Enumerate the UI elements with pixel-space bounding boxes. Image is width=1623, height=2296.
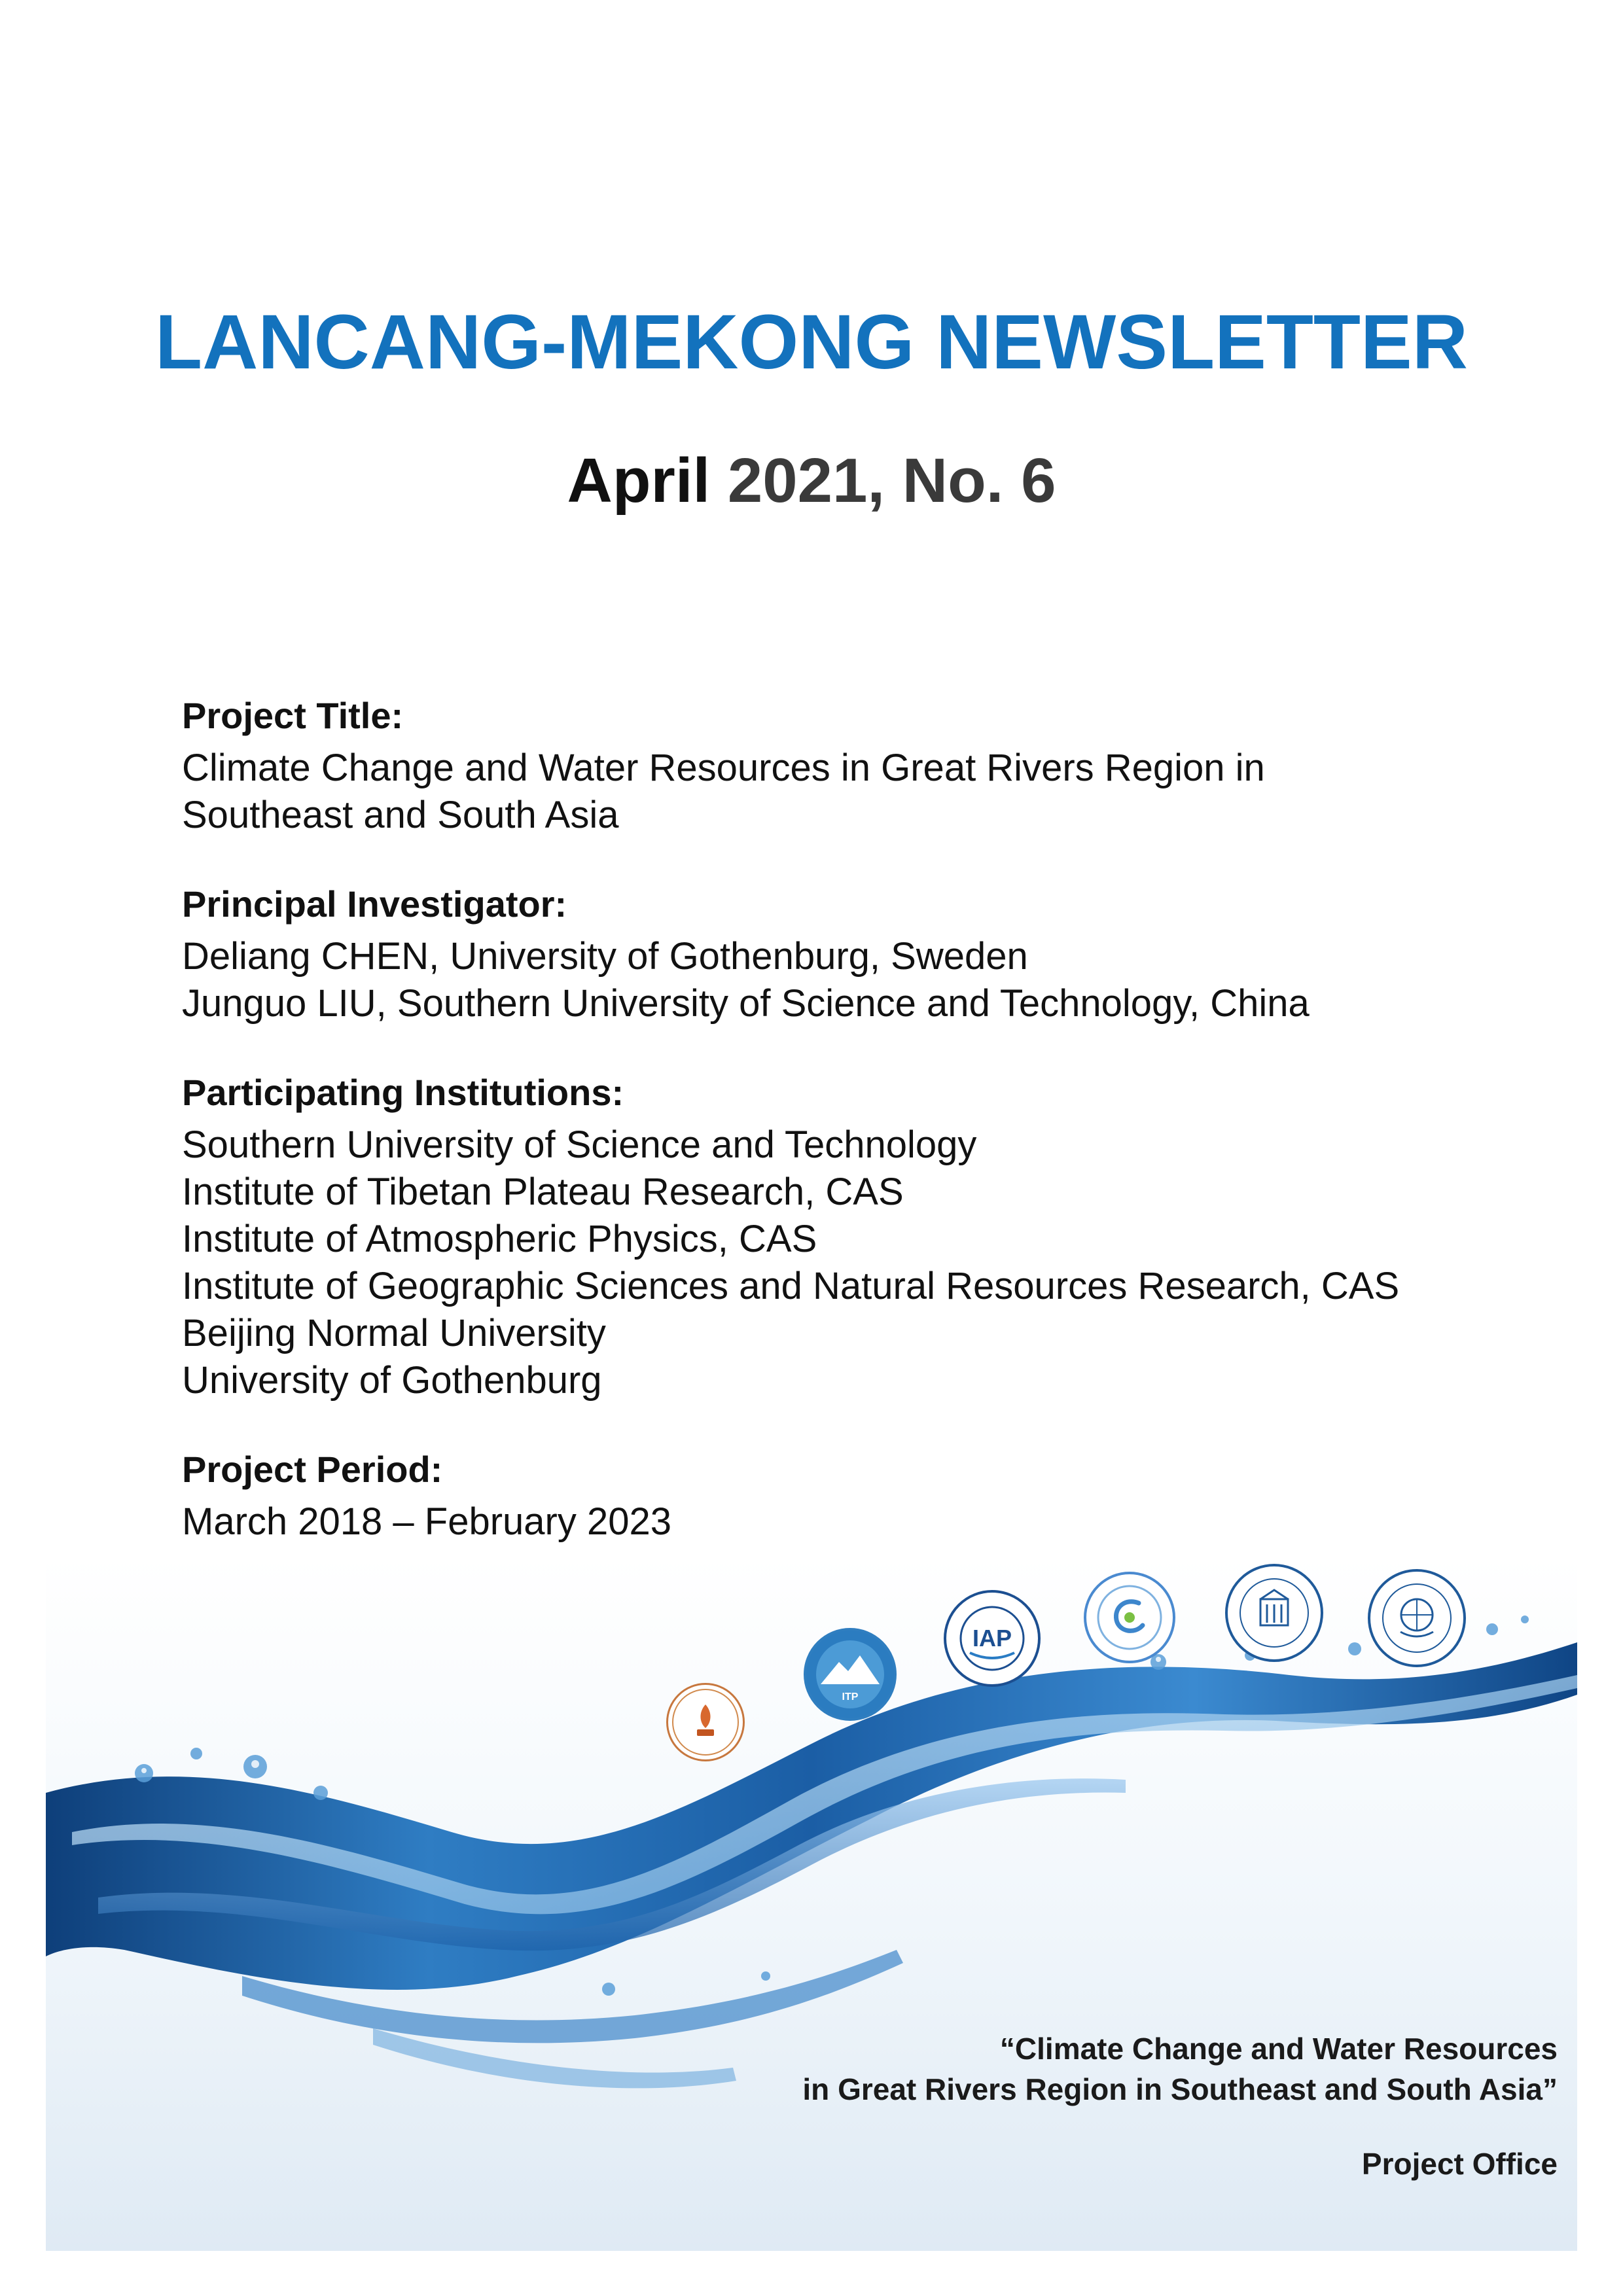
project-title-line: Climate Change and Water Resources in Great Rivers Region in [182,747,1265,789]
project-period-line: March 2018 – February 2023 [182,1500,671,1543]
issue-line [0,445,1623,517]
gu-logo [1368,1569,1466,1667]
iap-logo [944,1590,1041,1687]
participating-institutions-heading: Participating Institutions: [182,1072,624,1113]
institution-line: University of Gothenburg [182,1359,602,1402]
institution-line: Institute of Atmospheric Physics, CAS [182,1218,817,1260]
institution-line: Southern University of Science and Technology [182,1123,977,1166]
itp-logo-text: ITP [842,1691,859,1703]
project-title-line: Southeast and South Asia [182,794,619,836]
itp-logo [804,1628,897,1721]
project-office-label: Project Office [1361,2147,1558,2181]
sustech-logo [666,1683,745,1761]
issue-month: April [567,446,711,516]
project-title-section [182,692,1491,839]
investigator-line: Junguo LIU, Southern University of Science and Technology, China [182,982,1310,1025]
participating-institutions-section [182,1069,1491,1404]
project-period-section [182,1446,1491,1545]
footer-quote-line: in Great Rivers Region in Southeast and South Asia” [802,2072,1558,2106]
iap-logo-text: IAP [972,1625,1012,1651]
institution-line: Beijing Normal University [182,1312,606,1354]
institution-line: Institute of Tibetan Plateau Research, CAS [182,1171,904,1213]
issue-number: 2021, No. 6 [727,446,1056,516]
project-info [182,692,1491,1587]
institution-line: Institute of Geographic Sciences and Natural Resources Research, CAS [182,1265,1400,1307]
project-title-heading: Project Title: [182,695,404,736]
bnu-logo [1225,1564,1323,1662]
footer-quote-line: “Climate Change and Water Resources [999,2032,1558,2066]
igsnrr-logo [1084,1572,1175,1663]
principal-investigator-heading: Principal Investigator: [182,883,567,925]
investigator-line: Deliang CHEN, University of Gothenburg, Sweden [182,935,1028,978]
principal-investigator-section [182,881,1491,1027]
project-office-footer [802,2028,1558,2184]
project-period-heading: Project Period: [182,1449,443,1490]
newsletter-title: LANCANG-MEKONG NEWSLETTER [155,299,1468,385]
